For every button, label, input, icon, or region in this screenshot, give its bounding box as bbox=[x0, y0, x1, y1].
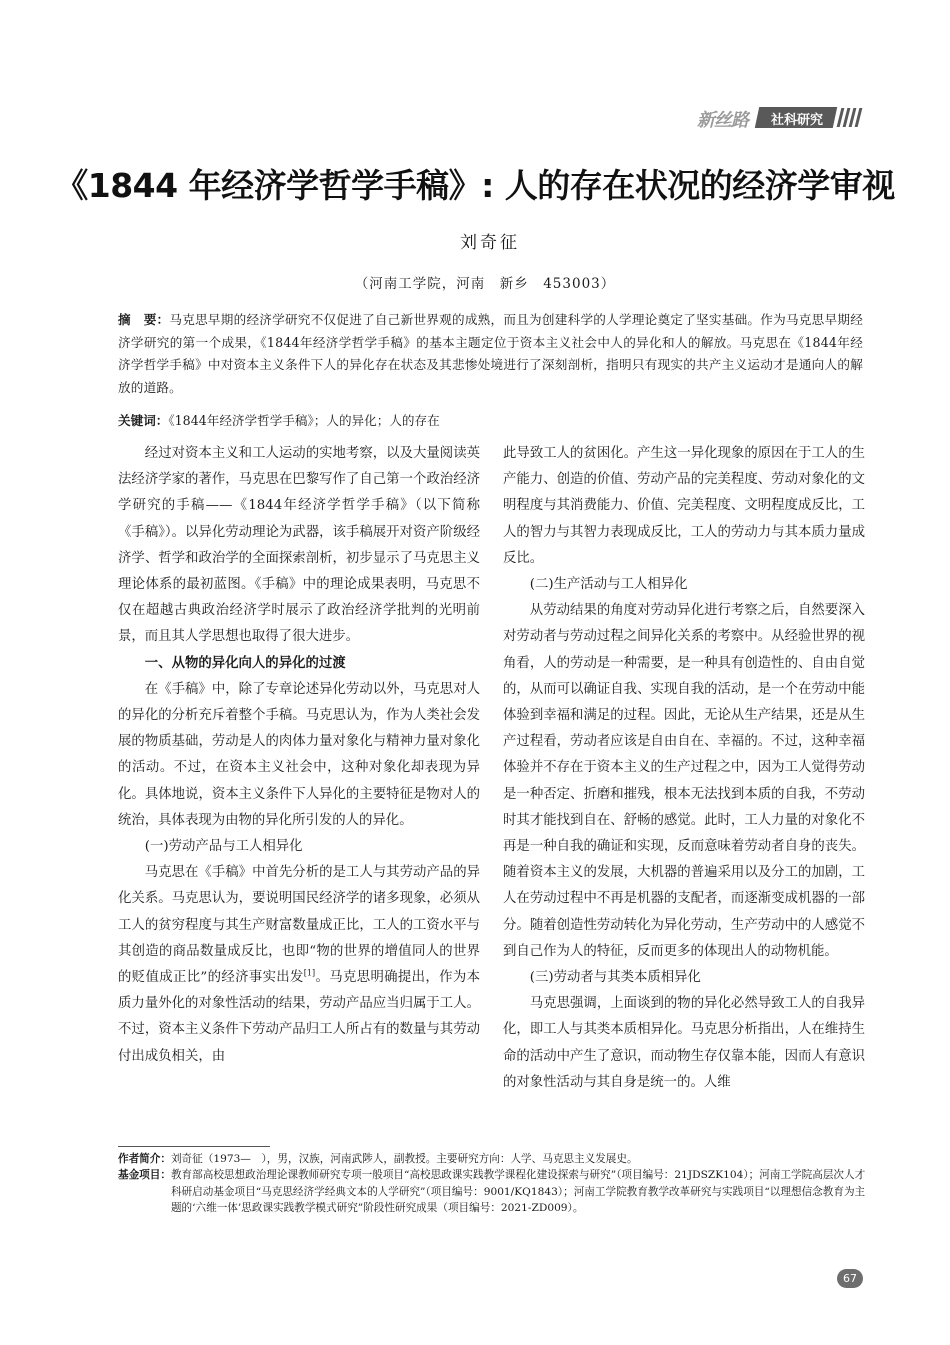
paragraph: 从劳动结果的角度对劳动异化进行考察之后，自然要深入对劳动者与劳动过程之间异化关系的考察中。从经验世界的视角看，人的劳动是一种需要，是一种具有创造性的、自由自觉的，从而可以确证自我、实现自我的活动，是一个在劳动中能体验到幸福和满足的过程。因此，无论从生产结果，还是从生产过程看，劳动者应该是自由自在、幸福的。不过，这种幸福体验并不存在于资本主义的生产过程之中，因为工人觉得劳动是一种否定、折磨和摧残，根本无法找到本质的自我，不劳动时其才能找到自在、舒畅的感觉。此时，工人力量的对象化不再是一种自我的确证和实现，反而意味着劳动者自身的丧失。随着资本主义的发展，大机器的普遍采用以及分工的加剧，工人在劳动过程中不再是机器的支配者，而逐渐变成机器的一部分。随着创造性劳动转化为异化劳动，生产劳动中的人感觉不到自己作为人的特征，反而更多的体现出人的动物机能。 bbox=[503, 603, 865, 959]
section-label: 社科研究 bbox=[770, 113, 823, 128]
author-bio-label: 作者简介： bbox=[118, 1153, 171, 1165]
body-column-right bbox=[503, 441, 865, 1096]
paragraph: 马克思强调，上面谈到的物的异化必然导致工人的自我异化，即工人与其类本质相异化。马克思分析指出，人在维持生命的活动中产生了意识，而动物生存仅靠本能，因而人有意识的对象性活动与其自身是统一的。人维 bbox=[503, 996, 865, 1090]
funding-note bbox=[118, 1167, 868, 1216]
section-heading: 一、从物的异化向人的异化的过渡 bbox=[144, 655, 346, 671]
journal-section-badge bbox=[697, 105, 865, 129]
keywords bbox=[118, 410, 863, 432]
subsection-heading: (一)劳动产品与工人相异化 bbox=[144, 839, 303, 855]
page-number: 67 bbox=[837, 1269, 863, 1288]
citation-ref: [1] bbox=[303, 968, 316, 978]
paragraph: 经过对资本主义和工人运动的实地考察，以及大量阅读英法经济学家的著作，马克思在巴黎写作了自己第一个政治经济学研究的手稿——《1844年经济学哲学手稿》（以下简称《手稿》）。以异化劳动理论为武器，该手稿展开对资产阶级经济学、哲学和政治学的全面探索剖析，初步显示了马克思主义理论体系的最初蓝图。《手稿》中的理论成果表明，马克思不仅在超越古典政治经济学时展示了政治经济学批判的光明前景，而且其人学思想也取得了很大进步。 bbox=[118, 446, 480, 645]
slash-decoration bbox=[855, 108, 863, 127]
keywords-text: 《1844年经济学哲学手稿》；人的异化；人的存在 bbox=[168, 413, 440, 428]
funding-text: 教育部高校思想政治理论课教师研究专项一般项目“高校思政课实践教学课程化建设探索与研究”（项目编号：21JDSZK104）；河南工学院高层次人才科研启动基金项目“马克思经济学经典文本的人学研究”（项目编号：9001/KQ1843）；河南工学院教育教学改革研究与实践项目“以理想信念教育为主题的‘六维一体’思政课实践教学模式研究”阶段性研究成果（项目编号：2021-ZD009）。 bbox=[170, 1169, 866, 1214]
paragraph-text: 。马克思明确提出，作为本质力量外化的对象性活动的结果，劳动产品应当归属于工人。不过，资本主义条件下劳动产品归工人所占有的数量与其劳动付出成负相关，由 bbox=[118, 970, 480, 1064]
body-column-left bbox=[118, 441, 480, 1070]
subsection-heading: (三)劳动者与其类本质相异化 bbox=[529, 970, 701, 986]
footnotes bbox=[118, 1151, 868, 1216]
keywords-label: 关键词： bbox=[118, 413, 169, 428]
paragraph: 此导致工人的贫困化。产生这一异化现象的原因在于工人的生产能力、创造的价值、劳动产品的完美程度、劳动对象化的文明程度与其消费能力、价值、完美程度、文明程度成反比，工人的智力与其智力表现成反比，工人的劳动力与其本质力量成反比。 bbox=[503, 446, 865, 566]
author-bio bbox=[118, 1151, 868, 1167]
author-name: 刘奇征 bbox=[460, 233, 520, 253]
author-bio-text: 刘奇征（1973— ），男，汉族，河南武陟人，副教授。主要研究方向：人学、马克思主义发展史。 bbox=[170, 1153, 638, 1165]
paragraph bbox=[118, 860, 480, 1070]
funding-label: 基金项目： bbox=[118, 1169, 171, 1182]
footnote-rule bbox=[118, 1146, 270, 1147]
article-title: 《1844 年经济学哲学手稿》: 人的存在状况的经济学审视 bbox=[55, 166, 895, 205]
paragraph: 在《手稿》中，除了专章论述异化劳动以外，马克思对人的异化的分析充斥着整个手稿。马克思认为，作为人类社会发展的物质基础，劳动是人的肉体力量对象化与精神力量对象化的活动。不过，在资本主义社会中，这种对象化却表现为异化。具体地说，资本主义条件下人异化的主要特征是物对人的统治，具体表现为由物的异化所引发的人的异化。 bbox=[118, 681, 480, 828]
abstract-text: 马克思早期的经济学研究不仅促进了自己新世界观的成熟，而且为创建科学的人学理论奠定了坚实基础。作为马克思早期经济学研究的第一个成果，《1844年经济学哲学手稿》的基本主题定位于资本主义社会中人的异化和人的解放。马克思在《1844年经济学哲学手稿》中对资本主义条件下人的异化存在状态及其悲惨处境进行了深刻剖析，指明只有现实的共产主义运动才是通向人的解放的道路。 bbox=[118, 312, 863, 395]
abstract-label: 摘 要： bbox=[118, 312, 170, 327]
author-affiliation: （河南工学院，河南 新乡 453003） bbox=[354, 276, 616, 292]
abstract bbox=[118, 309, 863, 399]
journal-logo: 新丝路 bbox=[697, 110, 748, 131]
subsection-heading: (二)生产活动与工人相异化 bbox=[529, 577, 688, 593]
paragraph-text: 马克思在《手稿》中首先分析的是工人与其劳动产品的异化关系。马克思认为，要说明国民经济学的诸多现象，必须从工人的贫穷程度与其生产财富数量成正比，工人的工资水平与其创造的商品数量成反比，也即“物的世界的增值同人的世界的贬值成正比”的经济事实出发 bbox=[118, 865, 480, 986]
